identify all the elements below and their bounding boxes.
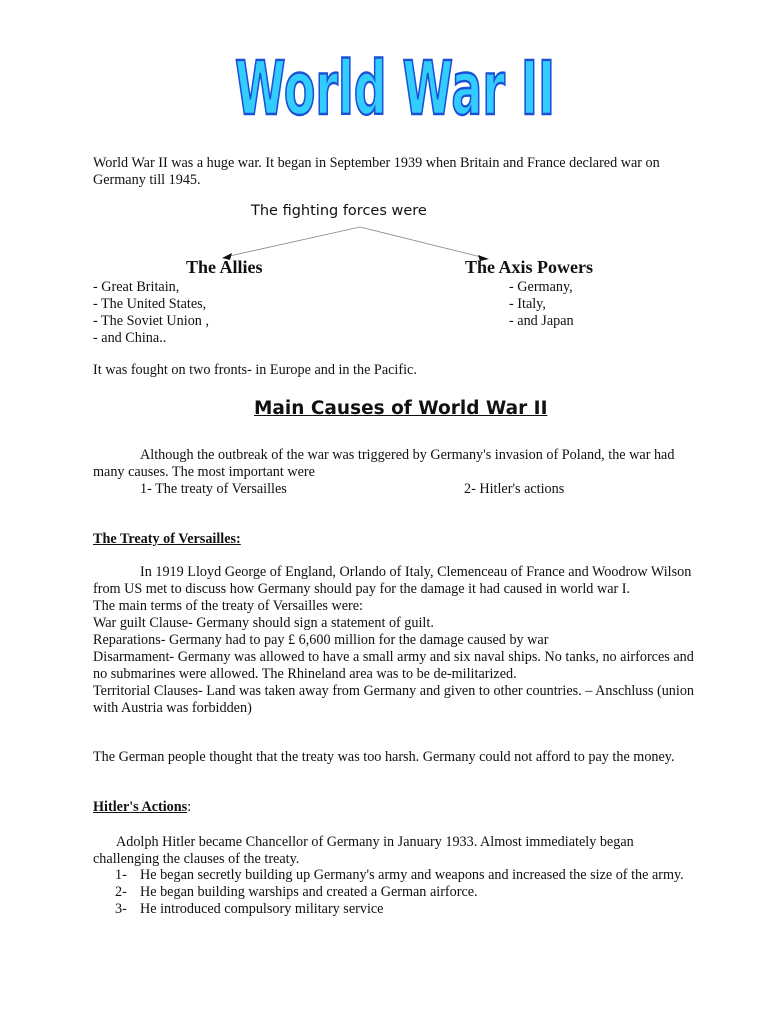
list-item: - The United States,: [93, 296, 207, 312]
versailles-paragraph: In 1919 Lloyd George of England, Orlando of Italy, Clemenceau of France and Woodrow Wilson from US met to discuss how Germany should pay for the damage it had caused in world war I.: [93, 564, 692, 597]
term-reparations: Reparations- Germany had to pay £ 6,600 million for the damage caused by war: [93, 632, 549, 648]
hitler-actions-list: [93, 867, 703, 918]
cause-1: 1- The treaty of Versailles: [140, 481, 287, 497]
list-item: - The Soviet Union ,: [93, 313, 209, 329]
hitler-intro: Adolph Hitler became Chancellor of Germany in January 1933. Almost immediately began challenging the clauses of the treaty.: [93, 834, 634, 867]
causes-heading: Main Causes of World War II: [254, 398, 548, 419]
forces-connector: [210, 222, 500, 262]
list-item: - and China..: [93, 330, 167, 346]
list-item: 1- He began secretly building up Germany's army and weapons and increased the size of the army.: [115, 867, 684, 883]
terms-intro: The main terms of the treaty of Versailles were:: [93, 598, 363, 614]
intro-paragraph: World War II was a huge war. It began in September 1939 when Britain and France declared war on Germany till 1945.: [93, 155, 660, 188]
axis-list: [509, 279, 574, 330]
cause-2: 2- Hitler's actions: [464, 481, 565, 497]
hitler-heading: Hitler's Actions:: [93, 799, 192, 815]
term-war-guilt: War guilt Clause- Germany should sign a statement of guilt.: [93, 615, 434, 631]
causes-intro: Although the outbreak of the war was triggered by Germany's invasion of Poland, the war had many causes. The most important were: [93, 447, 675, 480]
list-item: - Great Britain,: [93, 279, 180, 295]
versailles-section: [93, 564, 703, 717]
list-item: - and Japan: [509, 313, 574, 329]
wordart-title: [230, 30, 560, 133]
fronts-text: It was fought on two fronts- in Europe and in the Pacific.: [93, 362, 417, 378]
allies-list: [93, 279, 209, 347]
list-item: - Germany,: [509, 279, 573, 295]
term-territorial: Territorial Clauses- Land was taken away from Germany and given to other countries. – Anschluss (union with Austria was forbidden): [93, 683, 695, 716]
versailles-conclusion: The German people thought that the treaty was too harsh. Germany could not afford to pay the money.: [93, 749, 675, 765]
axis-heading: The Axis Powers: [465, 257, 593, 277]
term-disarmament: Disarmament- Germany was allowed to have a small army and six naval ships. No tanks, no airforces and no submarines were allowed. The Rhineland area was to be de-militarized.: [93, 649, 694, 682]
list-item: 2- He began building warships and created a German airforce.: [115, 884, 478, 900]
list-item: - Italy,: [509, 296, 546, 312]
versailles-heading: The Treaty of Versailles:: [93, 531, 241, 547]
list-item: 3- He introduced compulsory military service: [115, 901, 384, 917]
forces-label: The fighting forces were: [251, 203, 427, 219]
allies-heading: The Allies: [186, 257, 263, 277]
title-text: World War II: [235, 45, 555, 133]
